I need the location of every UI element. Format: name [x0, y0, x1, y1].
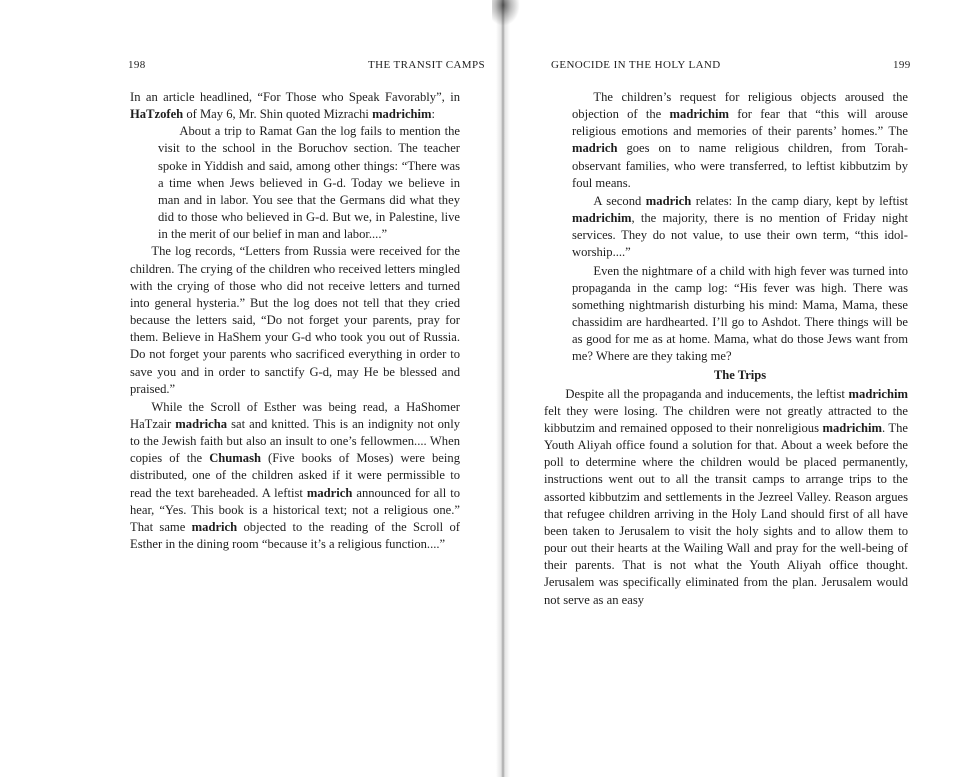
paragraph: In an article headlined, “For Those who Speak Favorably”, in HaTzofeh of May 6, Mr. Shin quoted Mizrachi madrichim:: [130, 90, 460, 122]
left-page-number: 198: [128, 59, 146, 71]
block-quote: [544, 89, 908, 384]
book-gutter: [496, 0, 510, 777]
paragraph: Even the nightmare of a child with high fever was turned into propaganda in the camp log: “His fever was high. There was something nightmarish disturbing his mind: Mama, Mama, these chassidim are hardhearted. I’ll go to Ashdot. There things will be as good for me as at home. Mama, what do those Jews want from me? Where are they taking me?: [572, 263, 908, 364]
right-running-head: GENOCIDE IN THE HOLY LAND: [551, 59, 721, 71]
block-quote: [130, 123, 460, 243]
right-page-number: 199: [893, 59, 911, 71]
section-heading: The Trips: [713, 367, 767, 382]
right-page-body: [544, 89, 908, 609]
paragraph: About a trip to Ramat Gan the log fails to mention the visit to the school in the Boruchov section. The teacher spoke in Yiddish and said, among other things: “There was a time when Jews believed in G-d. Today we believe in man and in labor. You see that the Germans did what they did to those who believed in G-d. But we, in Palestine, live in the merit of our belief in man and labor....”: [158, 124, 460, 242]
paragraph: While the Scroll of Esther was being read, a HaShomer HaTzair madricha sat and knitted. This is an indignity not only to the Jewish faith but also an insult to one’s fellowmen.... When copies of the Chumash (Five books of Moses) were being distributed, one of the children asked if it were permissible to read the text bareheaded. A leftist madrich announced for all to hear, “Yes. This book is a historical text; not a religious one.” That same madrich objected to the reading of the Scroll of Esther in the dining room “because it’s a religious function....”: [130, 399, 460, 552]
paragraph: The children’s request for religious objects aroused the objection of the madrichim for fear that “this will arouse religious emotions and memories of their parents’ homes.” The madrich goes on to name religious children, from Torah-observant families, who were transferred, to leftist kibbutzim by foul means.: [572, 90, 908, 190]
left-running-head: THE TRANSIT CAMPS: [368, 59, 486, 71]
paragraph: Despite all the propaganda and inducements, the leftist madrichim felt they were losing. The children were not greatly attracted to the kibbutzim and remained opposed to their nonreligious madrichim. The Youth Aliyah office found a solution for that. About a week before the poll to determine where the children would be placed permanently, instructions went out to all the transit camps to arrange trips to the assorted kibbutzim and settlements in the Jezreel Valley. Reason argues that refugee children arriving in the Holy Land should first of all have been taken to Jerusalem to visit the holy sights and to allow them to pour out their hearts at the Wailing Wall and pray for the well-being of their parents. That is not what the Youth Aliyah office thought. Jerusalem was specifically eliminated from the plan. Jerusalem would not serve as an easy: [544, 386, 908, 607]
right-page: [510, 0, 978, 777]
paragraph: A second madrich relates: In the camp diary, kept by leftist madrichim, the majority, there is no mention of Friday night services. They do not value, to use their own term, “this idol-worship....”: [572, 193, 908, 260]
left-page-body: [130, 89, 460, 553]
paragraph: The log records, “Letters from Russia were received for the children. The crying of the children who received letters mingled with the crying of those who did not receive letters and turned into general hysteria.” But the log does not tell that they cried because the letters said, “Do not forget your parents, pray for them. Believe in HaShem your G-d who took you out of Russia. Do not forget your parents who sacrificed everything in order to save you and in order to sanctify G-d, may He be blessed and praised.”: [130, 244, 460, 396]
